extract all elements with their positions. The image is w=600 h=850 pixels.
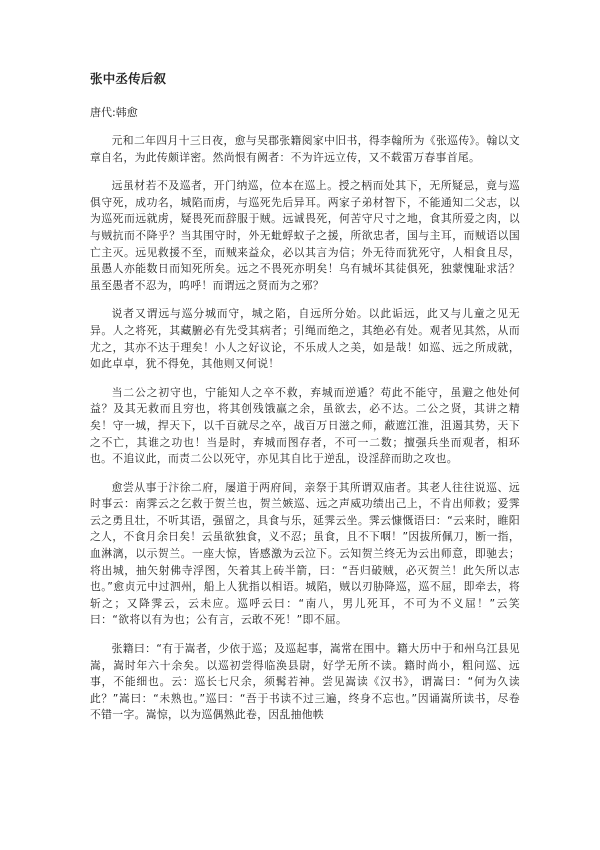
article — [90, 70, 520, 736]
paragraph-4: 当二公之初守也，宁能知人之卒不救，弃城而逆遁？苟此不能守，虽避之他处何益？及其无救而且穷也，将其创残饿羸之余，虽欲去，必不达。二公之贤，其讲之精矣！守一城，捍天下，以千百就尽之卒，战百万日滋之师，蔽遮江淮，沮遏其势，天下之不亡，其谁之功也！当是时，弃城而图存者，不可一二数；擅强兵坐而观者，相环也。不追议此，而责二公以死守，亦见其自比于逆乱，设淫辞而助之攻也。 — [90, 385, 520, 466]
paragraph-3: 说者又谓远与巡分城而守，城之陷，自远所分始。以此诟远，此又与儿童之见无异。人之将死，其藏腑必有先受其病者；引绳而绝之，其绝必有处。观者见其然，从而尤之，其亦不达于理矣！小人之好议论，不乐成人之美，如是哉！如巡、远之所成就，如此卓卓，犹不得免，其他则又何说！ — [90, 307, 520, 371]
paragraph-5: 愈尝从事于汴徐二府，屡道于两府间，亲祭于其所谓双庙者。其老人往往说巡、远时事云：南霁云之乞救于贺兰也，贺兰嫉巡、远之声威功绩出己上，不肯出师救；爱霁云之勇且壮，不听其语，强留之，具食与乐，延霁云坐。霁云慷慨语曰：“云来时，睢阳之人，不食月余日矣！云虽欲独食，义不忍；虽食，且不下咽！”因拔所佩刀，断一指，血淋漓，以示贺兰。一座大惊，皆感激为云泣下。云知贺兰终无为云出师意，即驰去；将出城，抽矢射佛寺浮图，矢着其上砖半箭，曰：“吾归破贼，必灭贺兰！此矢所以志也。”愈贞元中过泗州，船上人犹指以相语。城陷，贼以刃胁降巡，巡不屈，即牵去，将斩之；又降霁云，云未应。巡呼云曰：“南八，男儿死耳，不可为不义屈！”云笑曰：“欲将以有为也；公有言，云敢不死！”即不屈。 — [90, 480, 520, 627]
paragraph-6: 张籍曰：“有于嵩者，少依于巡；及巡起事，嵩常在围中。籍大历中于和州乌江县见嵩，嵩时年六十余矣。以巡初尝得临涣县尉，好学无所不读。籍时尚小，粗问巡、远事，不能细也。云：巡长七尺余，须髯若神。尝见嵩读《汉书》，谓嵩曰：“何为久读此？”嵩曰：“未熟也。”巡曰：“吾于书读不过三遍，终身不忘也。”因诵嵩所读书，尽卷不错一字。嵩惊，以为巡偶熟此卷，因乱抽他帙 — [90, 642, 520, 722]
article-author: 唐代:韩愈 — [90, 106, 138, 119]
paragraph-2: 远虽材若不及巡者，开门纳巡，位本在巡上。授之柄而处其下，无所疑忌，竟与巡俱守死，成功名，城陷而虏，与巡死先后异耳。两家子弟材智下，不能通知二父志，以为巡死而远就虏，疑畏死而辞服于贼。远诚畏死，何苦守尺寸之地，食其所爱之肉，以与贼抗而不降乎？当其围守时，外无蚍蜉蚁子之援，所欲忠者，国与主耳，而贼语以国亡主灭。远见救援不至，而贼来益众，必以其言为信；外无待而犹死守，人相食且尽，虽愚人亦能数日而知死所矣。远之不畏死亦明矣！乌有城坏其徒俱死，独蒙愧耻求活？虽至愚者不忍为，呜呼！而谓远之贤而为之邪？ — [90, 179, 520, 292]
article-title: 张中丞传后叙 — [90, 71, 167, 86]
paragraph-1: 元和二年四月十三日夜，愈与吴郡张籍阅家中旧书，得李翰所为《张巡传》。翰以文章自名，为此传颇详密。然尚恨有阙者：不为许远立传，又不载雷万春事首尾。 — [90, 134, 520, 164]
